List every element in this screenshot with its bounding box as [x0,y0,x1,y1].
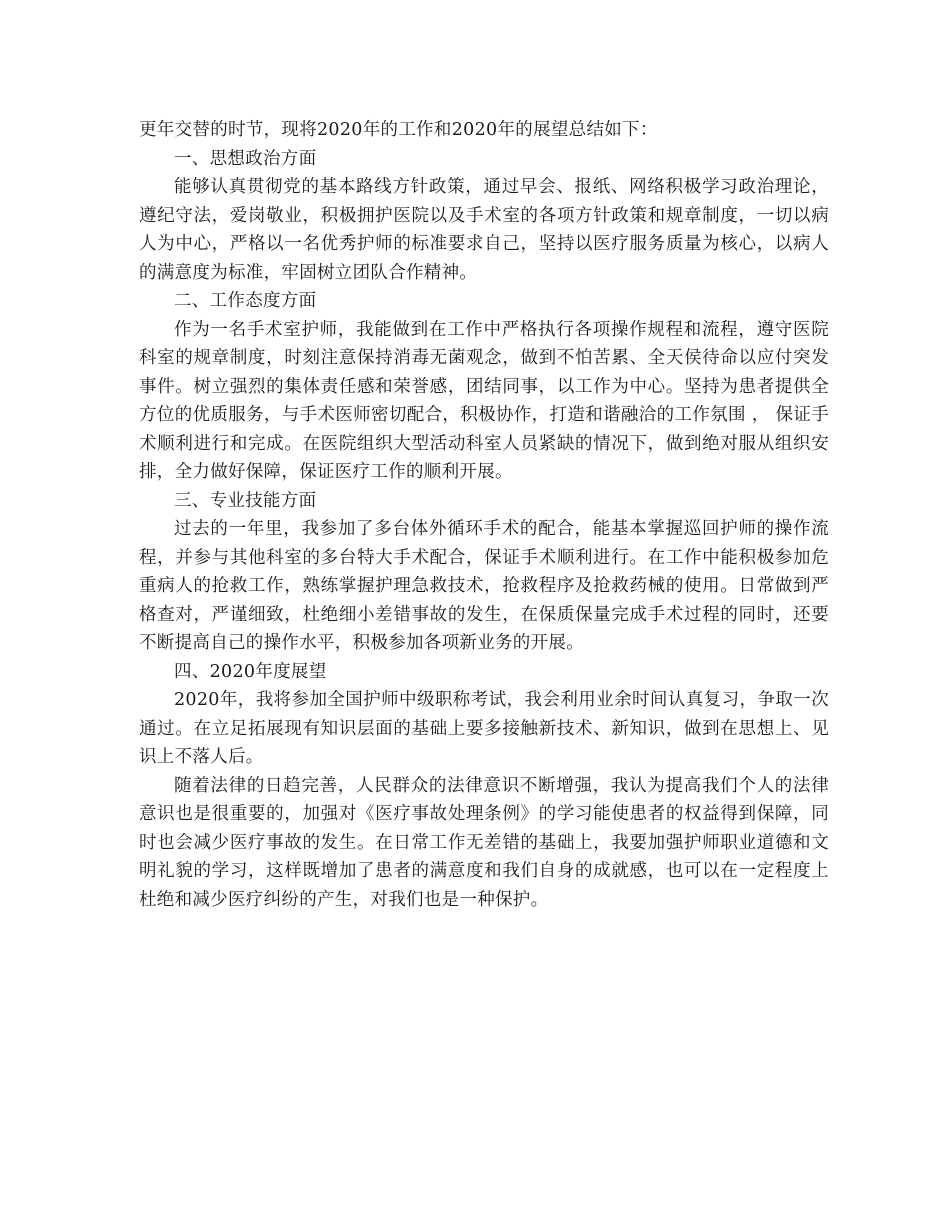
section-heading-politics: 一、思想政治方面 [174,148,317,169]
section-heading-skills: 三、专业技能方面 [174,490,317,511]
section-paragraph-outlook-law: 随着法律的日趋完善，人民群众的法律意识不断增强，我认为提高我们个人的法律意识也是很重要的，加强对《医疗事故处理条例》的学习能使患者的权益得到保障，同时也会减少医疗事故的发生。在日常工作无差错的基础上，我要加强护师职业道德和文明礼貌的学习，这样既增加了患者的满意度和我们自身的成就感，也可以在一定程度上杜绝和减少医疗纠纷的产生，对我们也是一种保护。 [139,775,829,910]
section-paragraph-skills: 过去的一年里，我参加了多台体外循环手术的配合，能基本掌握巡回护师的操作流程，并参与其他科室的多台特大手术配合，保证手术顺利进行。在工作中能积极参加危重病人的抢救工作，熟练掌握护理急救技术，抢救程序及抢救药械的使用。日常做到严格查对，严谨细致，杜绝细小差错事故的发生，在保质保量完成手术过程的同时，还要不断提高自己的操作水平，积极参加各项新业务的开展。 [139,519,829,653]
section-paragraph-politics: 能够认真贯彻党的基本路线方针政策，通过早会、报纸、网络积极学习政治理论，遵纪守法，爱岗敬业，积极拥护医院以及手术室的各项方针政策和规章制度，一切以病人为中心，严格以一名优秀护师的标准要求自己，坚持以医疗服务质量为核心，以病人的满意度为标准，牢固树立团队合作精神。 [139,177,829,283]
document-body [139,116,829,914]
section-paragraph-outlook-exam: 2020年，我将参加全国护师中级职称考试，我会利用业余时间认真复习，争取一次通过。在立足拓展现有知识层面的基础上要多接触新技术、新知识，做到在思想上、见识上不落人后。 [139,690,829,767]
section-paragraph-attitude: 作为一名手术室护师，我能做到在工作中严格执行各项操作规程和流程，遵守医院科室的规章制度，时刻注意保持消毒无菌观念，做到不怕苦累、全天侯待命以应付突发事件。树立强烈的集体责任感和荣誉感，团结同事，以工作为中心。坚持为患者提供全方位的优质服务，与手术医师密切配合，积极协作，打造和谐融洽的工作氛围 ， 保证手术顺利进行和完成。在医院组织大型活动科室人员紧缺的情况下，做到绝对服从组织安排，全力做好保障，保证医疗工作的顺利开展。 [139,319,829,482]
section-heading-attitude: 二、工作态度方面 [174,291,317,311]
intro-paragraph: 更年交替的时节，现将2020年的工作和2020年的展望总结如下： [139,120,658,140]
section-heading-outlook: 四、2020年度展望 [174,661,327,682]
